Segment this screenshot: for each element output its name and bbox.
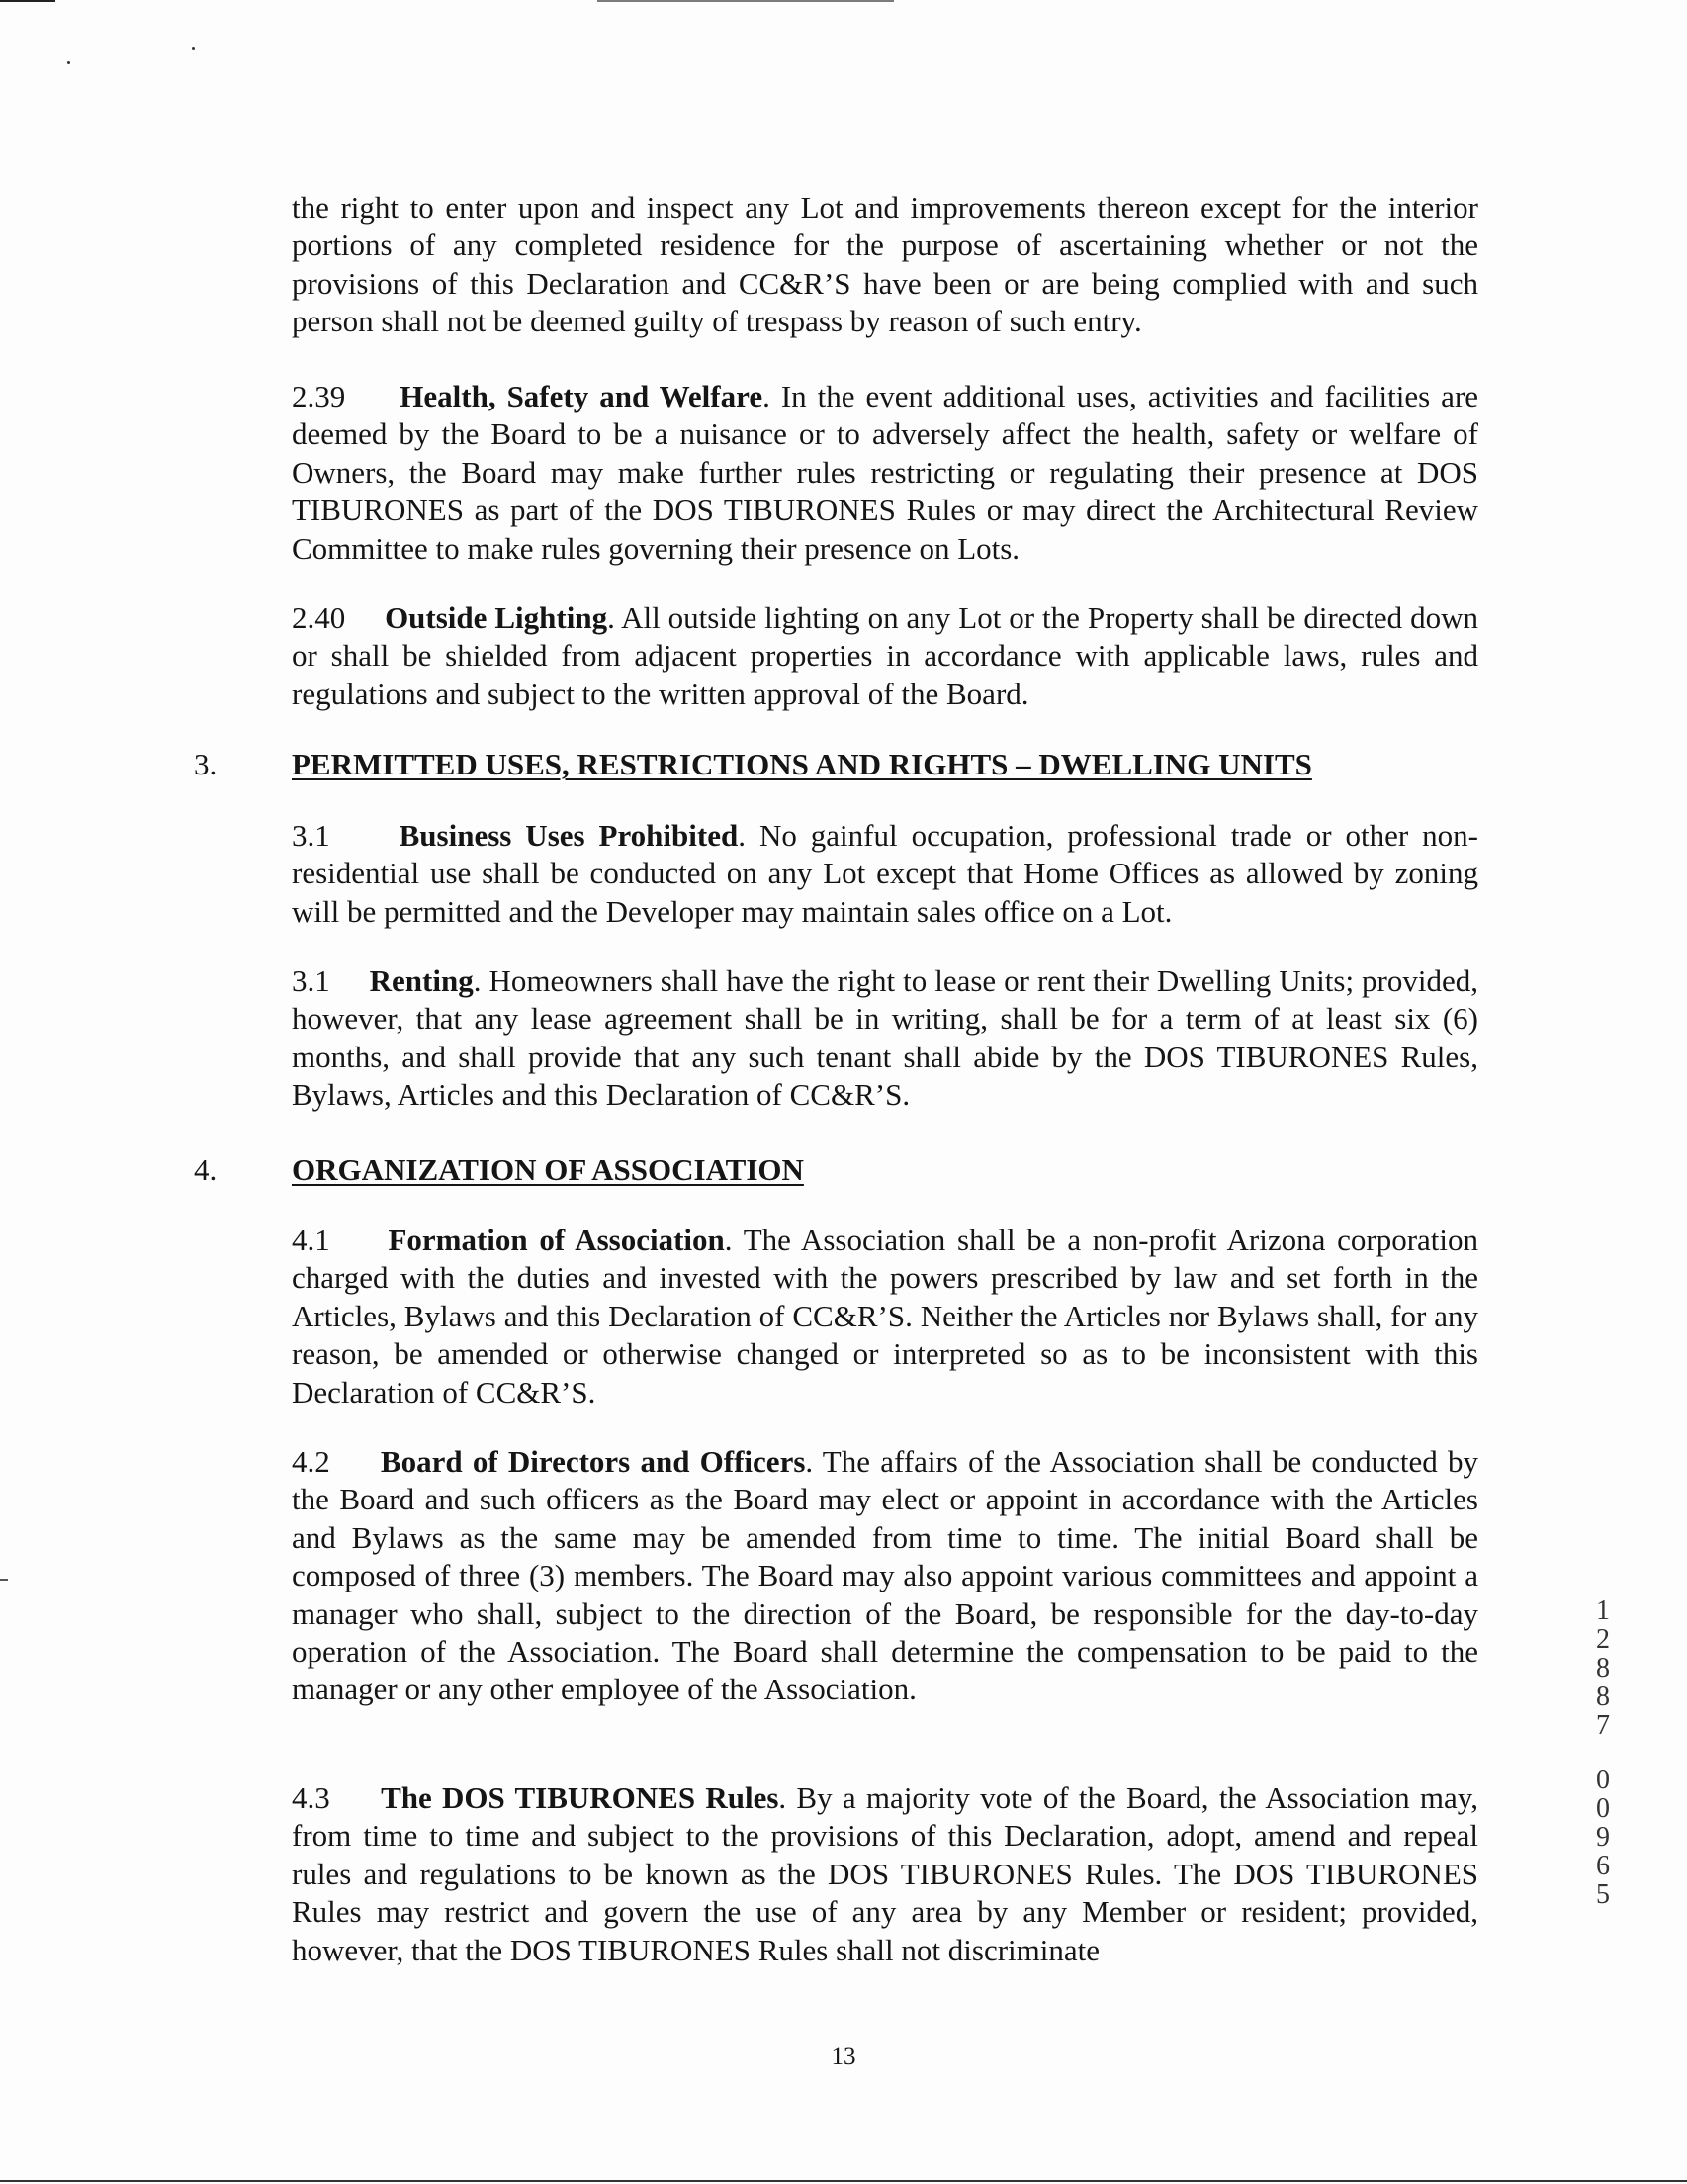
- paragraph-body: . All outside lighting on any Lot or the Property shall be directed down or shall be shielded from adjacent properties in accordance with applicable laws, rules and regulations and subject to the written approval of the Board.: [292, 600, 1479, 711]
- paragraph-body: the right to enter upon and inspect any Lot and improvements thereon except for the interior portions of any completed residence for the purpose of ascertaining whether or not the provisions of this Declaration and CC&R’S have been or are being complied with and such person shall not be deemed guilty of trespass by reason of such entry.: [292, 190, 1478, 339]
- section-number: 3.: [194, 747, 218, 781]
- bates-digit: 8: [1596, 1653, 1610, 1684]
- paragraph-body: . The affairs of the Association shall be conducted by the Board and such officers as the Board may elect or appoint in accordance with the Articles and Bylaws as the same may be amended from time to time. The initial Board shall be composed of three (3) members. The Board may also appoint various committees and appoint a manager who shall, subject to the direction of the Board, be responsible for the day-to-day operation of the Association. The Board shall determine the compensation to be paid to the manager or any other employee of the Association.: [292, 1444, 1479, 1707]
- paragraph-body: . The Association shall be a non-profit Arizona corporation charged with the duties and invested with the powers prescribed by law and set forth in the Articles, Bylaws and this Declaration of CC&R’S. Neither the Articles nor Bylaws shall, for any reason, be amended or otherwise changed or interpreted so as to be inconsistent with this Declaration of CC&R’S.: [292, 1223, 1478, 1410]
- bates-digit: 8: [1596, 1682, 1610, 1712]
- section-heading: PERMITTED USES, RESTRICTIONS AND RIGHTS – DWELLING UNITS: [292, 747, 1312, 781]
- paragraph-4-2: [292, 1443, 1478, 1709]
- bates-digit: 2: [1596, 1624, 1610, 1655]
- paragraph-number: 4.2: [292, 1444, 330, 1479]
- paragraph-2-39: [292, 378, 1478, 568]
- paragraph-heading: Business Uses Prohibited: [399, 818, 739, 853]
- bates-digit: 1: [1596, 1595, 1610, 1626]
- bates-digit: 6: [1596, 1851, 1610, 1881]
- bates-digit: 0: [1596, 1793, 1610, 1824]
- paragraph-number: 3.1: [292, 818, 330, 853]
- paragraph-heading: Board of Directors and Officers: [380, 1444, 806, 1479]
- scan-speck: [192, 47, 195, 50]
- paragraph-heading: Outside Lighting: [385, 600, 608, 635]
- bates-digit: 9: [1596, 1822, 1610, 1853]
- paragraph-number: 4.1: [292, 1223, 330, 1257]
- scan-speck: [67, 61, 70, 64]
- page-number: 13: [831, 2044, 856, 2070]
- paragraph-2-40: [292, 599, 1478, 713]
- scan-edge-mark: [0, 2180, 1687, 2182]
- paragraph-3-1-business-uses: [292, 817, 1478, 931]
- paragraph-heading: Formation of Association: [388, 1223, 725, 1257]
- paragraph-heading: Health, Safety and Welfare: [400, 379, 763, 413]
- paragraph-body: . By a majority vote of the Board, the Association may, from time to time and subject to the provisions of this Declaration, adopt, amend and repeal rules and regulations to be known as the DOS TIBURONES Rules. The DOS TIBURONES Rules may restrict and govern the use of any area by any Member or resident; provided, however, that the DOS TIBURONES Rules shall not discriminate: [292, 1780, 1478, 1967]
- section-heading: ORGANIZATION OF ASSOCIATION: [292, 1152, 804, 1187]
- paragraph-body: . Homeowners shall have the right to lease or rent their Dwelling Units; provided, however, that any lease agreement shall be in writing, shall be for a term of at least six (6) months, and shall provide that any such tenant shall abide by the DOS TIBURONES Rules, Bylaws, Articles and this Declaration of CC&R’S.: [292, 963, 1478, 1113]
- paragraph-number: 2.39: [292, 379, 346, 413]
- scan-edge-mark: [597, 0, 894, 2]
- paragraph-number: 2.40: [292, 600, 346, 635]
- bates-digit: 5: [1596, 1879, 1610, 1910]
- paragraph-4-3: [292, 1779, 1478, 1969]
- scan-edge-mark: [0, 1579, 8, 1581]
- paragraph-number: 3.1: [292, 963, 330, 998]
- paragraph-number: 4.3: [292, 1780, 330, 1815]
- paragraph-heading: The DOS TIBURONES Rules: [381, 1780, 779, 1815]
- bates-digit: 0: [1596, 1765, 1610, 1795]
- bates-digit: 7: [1596, 1710, 1610, 1741]
- paragraph-3-1-renting: [292, 962, 1478, 1115]
- scan-edge-mark: [0, 0, 55, 2]
- section-number: 4.: [194, 1152, 218, 1187]
- paragraph-continuation: [292, 189, 1478, 341]
- paragraph-heading: Renting: [369, 963, 474, 998]
- bates-stamp: [1590, 1596, 1616, 1909]
- paragraph-4-1: [292, 1222, 1478, 1411]
- paragraph-body: . In the event additional uses, activities and facilities are deemed by the Board to be a nuisance or to adversely affect the health, safety or welfare of Owners, the Board may make further rules restricting or regulating their presence at DOS TIBURONES as part of the DOS TIBURONES Rules or may direct the Architectural Review Committee to make rules governing their presence on Lots.: [292, 379, 1479, 566]
- paragraph-body: . No gainful occupation, professional trade or other non-residential use shall be conducted on any Lot except that Home Offices as allowed by zoning will be permitted and the Developer may maintain sales office on a Lot.: [292, 818, 1478, 929]
